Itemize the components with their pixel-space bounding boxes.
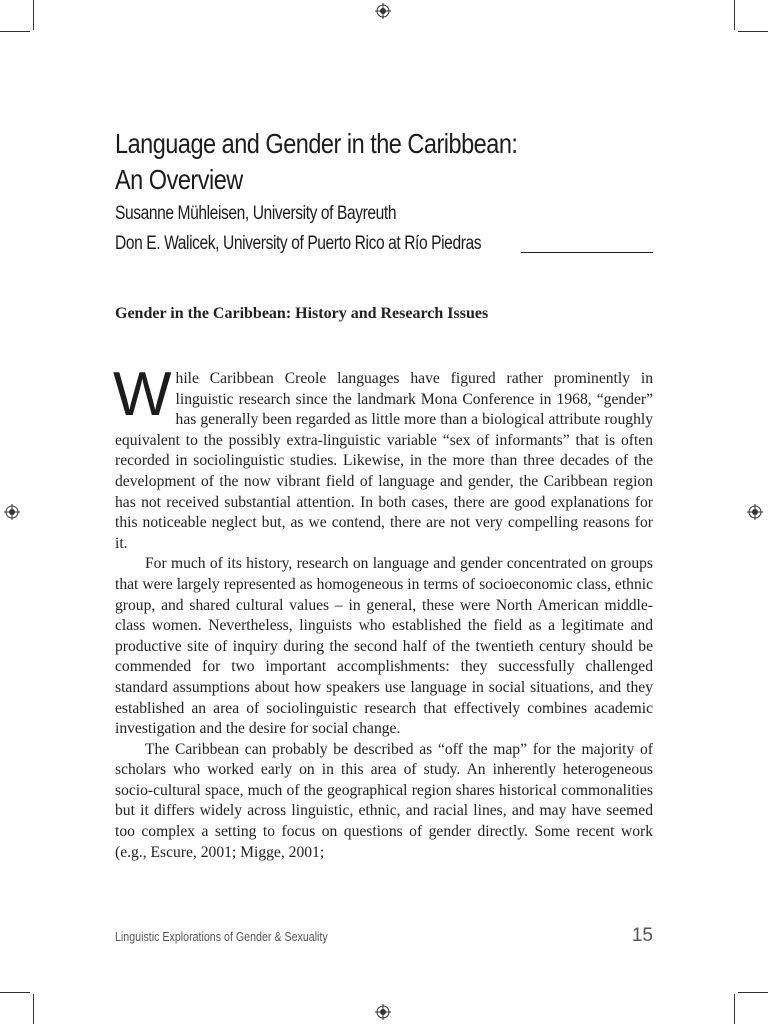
registration-mark-icon — [375, 1004, 391, 1020]
title-line-1: Language and Gender in the Caribbean: — [115, 128, 518, 159]
crop-mark — [734, 994, 735, 1024]
paragraph-2: For much of its history, research on language and gender concentrated on groups that were largely represented as homogeneous in terms of socioeconomic class, ethnic group, and shared cultural values – in general, these were North American middle-class women. Nevertheless, linguists who established the field as a legitimate and productive site of inquiry during the second half of the twentieth century should be commended for two important accomplishments: they successfully challenged standard assumptions about how speakers use language in social situations, and they established an area of sociolinguistic research that effectively combines academic investigation and the desire for social change. — [115, 555, 653, 738]
article-title — [115, 126, 517, 198]
paragraph-1 — [113, 360, 653, 554]
page-number: 15 — [631, 925, 653, 946]
drop-cap: W — [113, 360, 172, 429]
registration-mark-icon — [4, 504, 20, 520]
article-body — [113, 360, 653, 863]
crop-mark — [738, 31, 768, 32]
title-rule — [521, 252, 653, 253]
journal-name: Linguistic Explorations of Gender & Sexuality — [115, 929, 328, 944]
crop-mark — [738, 992, 768, 993]
crop-mark — [33, 994, 34, 1024]
crop-mark — [0, 992, 30, 993]
crop-mark — [33, 0, 34, 30]
paragraph-1-text: hile Caribbean Creole languages have figured rather prominently in linguistic research since the landmark Mona Conference in 1968, “gender” has generally been regarded as little more than a biological attribute roughly equivalent to the possibly extra-linguistic variable “sex of informants” that is often recorded in sociolinguistic studies. Likewise, in the more than three decades of the development of the now vibrant field of language and gender, the Caribbean region has not received substantial attention. In both cases, there are good explanations for this noticeable neglect but, as we contend, there are not very compelling reasons for it. — [115, 370, 653, 552]
author-1: Susanne Mühleisen, University of Bayreuth — [115, 203, 397, 224]
title-line-2: An Overview — [115, 164, 243, 195]
crop-mark — [0, 31, 30, 32]
registration-mark-icon — [375, 3, 391, 19]
section-heading: Gender in the Caribbean: History and Research Issues — [115, 305, 489, 322]
paragraph-3: The Caribbean can probably be described as “off the map” for the majority of scholars who worked early on in this area of study. An inherently heterogeneous socio-cultural space, much of the geographical region shares historical commonalities but it differs widely across linguistic, ethnic, and racial lines, and may have seemed too complex a setting to focus on questions of gender directly. Some recent work (e.g., Escure, 2001; Migge, 2001; — [115, 740, 653, 861]
registration-mark-icon — [747, 504, 763, 520]
crop-mark — [734, 0, 735, 30]
author-2: Don E. Walicek, University of Puerto Rico at Río Piedras — [115, 233, 482, 254]
